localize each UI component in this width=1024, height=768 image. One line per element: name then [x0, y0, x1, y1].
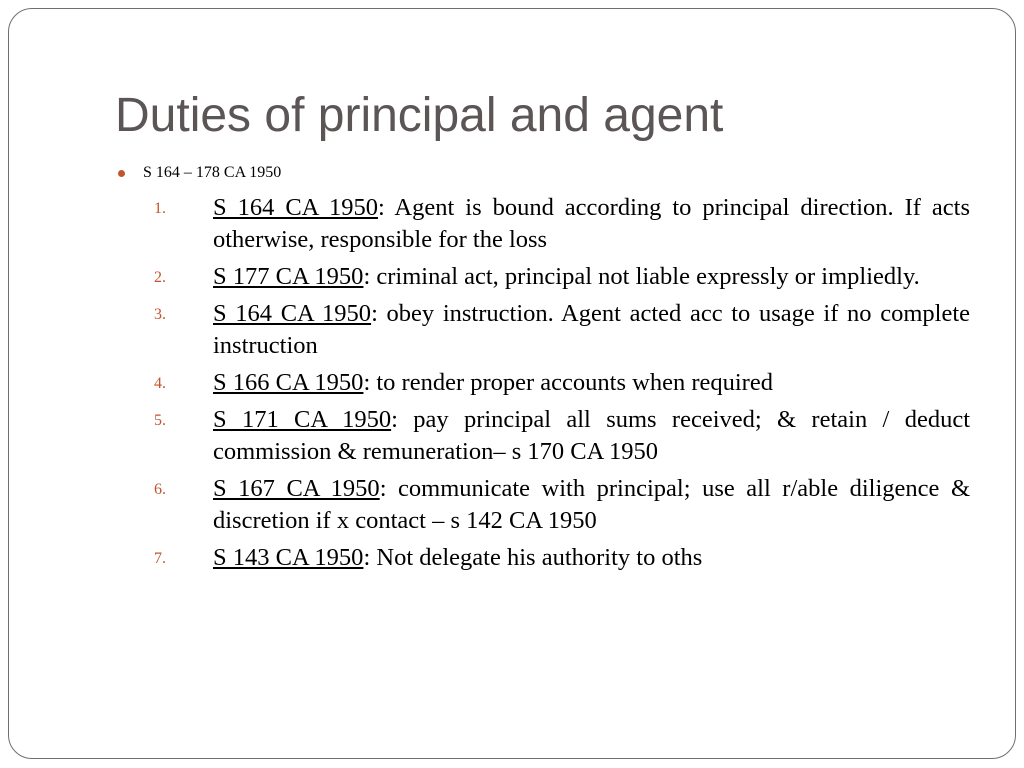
- item-text: : communicate with principal; use all r/able diligence & discretion if x contact – s 142 CA 1950: [213, 475, 970, 534]
- list-item: [140, 261, 970, 293]
- section-reference: S 166 CA 1950: [213, 369, 364, 396]
- list-item: [140, 367, 970, 399]
- item-number: 7.: [154, 550, 166, 567]
- item-text: : criminal act, principal not liable expressly or impliedly.: [363, 263, 920, 290]
- section-reference: S 164 CA 1950: [213, 194, 378, 221]
- item-text: : Not delegate his authority to oths: [363, 544, 703, 571]
- list-item: [140, 298, 970, 362]
- item-number: 6.: [154, 481, 166, 498]
- top-bullet: [118, 161, 281, 185]
- item-number: 3.: [154, 306, 166, 323]
- bullet-dot-icon: [118, 170, 125, 177]
- bullet-text: S 164 – 178 CA 1950: [143, 164, 282, 181]
- item-number: 2.: [154, 269, 166, 286]
- duties-list: [140, 192, 970, 579]
- section-reference: S 167 CA 1950: [213, 475, 380, 502]
- section-reference: S 164 CA 1950: [213, 300, 372, 327]
- section-reference: S 143 CA 1950: [213, 544, 364, 571]
- slide-title: Duties of principal and agent: [115, 89, 724, 142]
- item-text: : pay principal all sums received; & retain / deduct commission & remuneration– s 170 CA 1950: [213, 406, 970, 465]
- list-item: [140, 542, 970, 574]
- item-number: 5.: [154, 412, 166, 429]
- list-item: [140, 192, 970, 256]
- item-number: 4.: [154, 375, 166, 392]
- item-text: : to render proper accounts when required: [363, 369, 773, 396]
- list-item: [140, 473, 970, 537]
- item-text: : Agent is bound according to principal direction. If acts otherwise, responsible for the loss: [213, 194, 970, 253]
- item-number: 1.: [154, 200, 166, 217]
- list-item: [140, 404, 970, 468]
- section-reference: S 177 CA 1950: [213, 263, 364, 290]
- item-text: : obey instruction. Agent acted acc to usage if no complete instruction: [213, 300, 970, 359]
- section-reference: S 171 CA 1950: [213, 406, 392, 433]
